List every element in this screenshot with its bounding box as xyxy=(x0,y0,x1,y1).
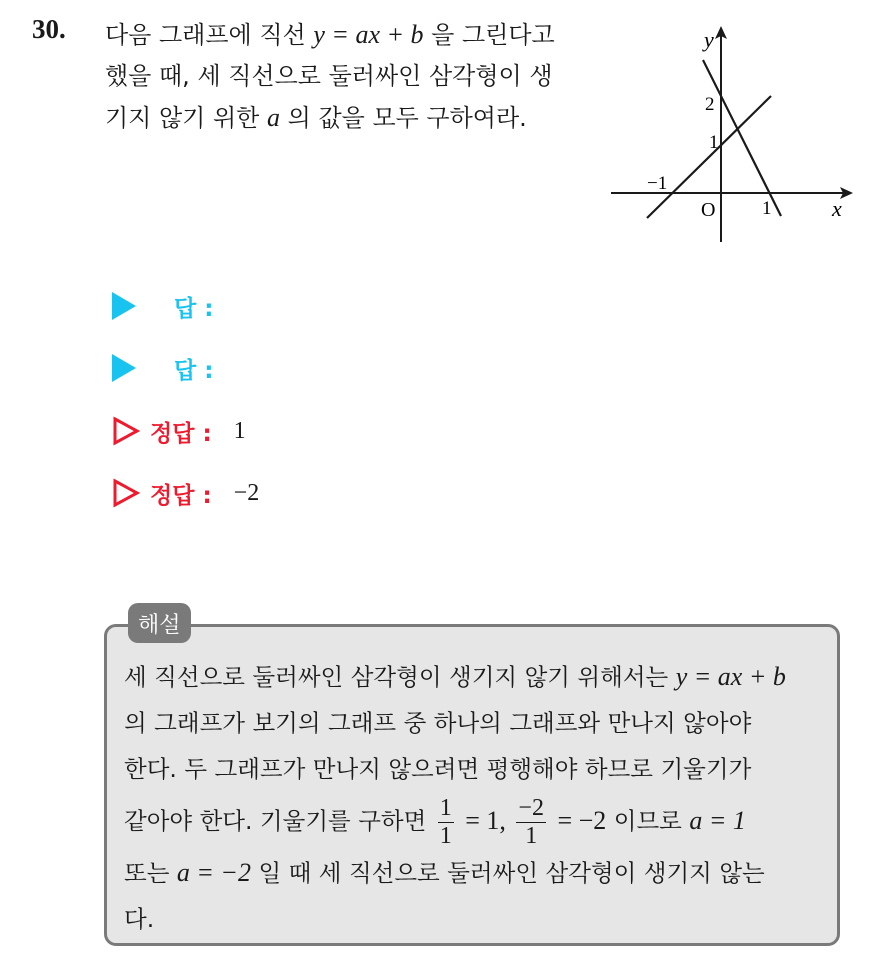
solution-line: 같아야 한다. 기울기를 구하면 $\frac{1}{1}$ = 1, $\frac{-2}{1}$ = −2 이므로 a = 1 xyxy=(124,795,746,849)
question-line-1: 다음 그래프에 직선 y = ax + b 을 그린다고 xyxy=(105,20,555,49)
solution-line: 세 직선으로 둘러싸인 삼각형이 생기지 않기 위해서는 y = ax + b xyxy=(124,662,786,691)
tick-label-y2: 2 xyxy=(705,94,715,115)
x-axis-label: x xyxy=(832,196,842,221)
answer-blank-1 xyxy=(112,286,213,326)
question-line-3: 기지 않기 위한 a 의 값을 모두 구하여라. xyxy=(105,103,527,132)
correct-answer-label: 정답 : xyxy=(150,482,212,509)
solution-line: 의 그래프가 보기의 그래프 중 하나의 그래프와 만나지 않아야 xyxy=(124,709,752,737)
correct-answer-label: 정답 : xyxy=(150,420,212,447)
solution-line: 다. xyxy=(124,905,155,933)
question-number: 30. xyxy=(32,14,66,44)
correct-answer-value: −2 xyxy=(233,479,260,506)
answer-label: 답 : xyxy=(174,357,214,384)
solution-line: 또는 a = −2 일 때 세 직선으로 둘러싸인 삼각형이 생기지 않는 xyxy=(124,858,765,887)
answer-blank-2 xyxy=(112,348,213,388)
fraction: $\frac{1}{1}$ xyxy=(439,795,452,849)
correct-answer-value: 1 xyxy=(233,417,246,444)
tick-label-y1: 1 xyxy=(709,132,719,153)
equation: a = −2 xyxy=(176,858,251,887)
outline-triangle-icon xyxy=(112,478,140,508)
answer-label: 답 : xyxy=(174,295,214,322)
origin-label: O xyxy=(701,199,716,221)
correct-answer-2 xyxy=(112,473,259,513)
equation: y = ax + b xyxy=(313,20,424,49)
question-text xyxy=(105,14,595,139)
coordinate-graph xyxy=(605,22,855,252)
outline-triangle-icon xyxy=(112,416,140,446)
variable-a: a xyxy=(267,103,280,132)
play-triangle-icon xyxy=(112,354,136,382)
y-axis-label: y xyxy=(704,27,714,52)
solution-text xyxy=(124,654,824,942)
solution-tab: 해설 xyxy=(128,603,191,643)
question-line-2: 했을 때, 세 직선으로 둘러싸인 삼각형이 생 xyxy=(105,62,553,90)
tick-label-x1: 1 xyxy=(762,198,772,219)
correct-answer-1 xyxy=(112,411,246,451)
fraction: $\frac{-2}{1}$ xyxy=(518,795,544,849)
equation: y = ax + b xyxy=(675,662,786,691)
equation: a = 1 xyxy=(689,806,746,835)
tick-label-x-neg1: −1 xyxy=(647,173,668,194)
play-triangle-icon xyxy=(112,292,136,320)
solution-line: 한다. 두 그래프가 만나지 않으려면 평행해야 하므로 기울기가 xyxy=(124,755,752,783)
